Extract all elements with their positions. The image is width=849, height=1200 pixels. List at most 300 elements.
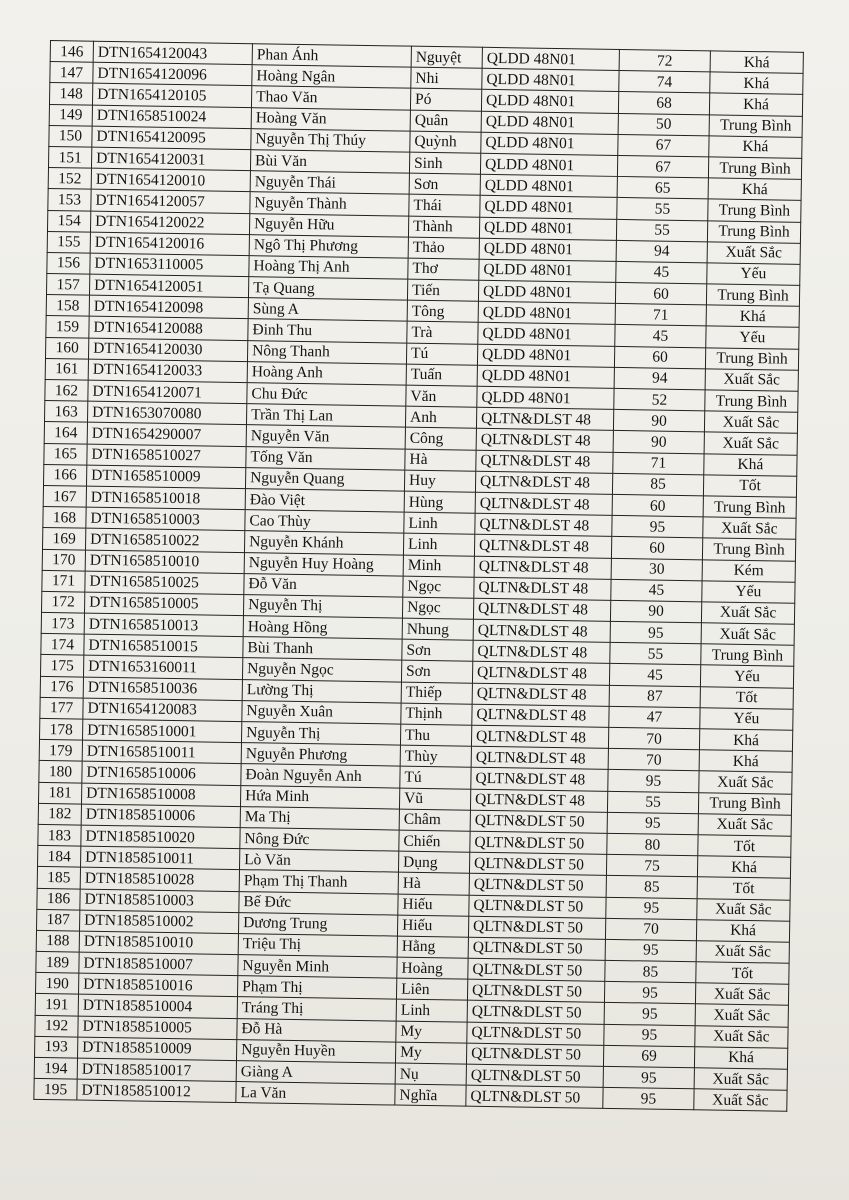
class-name-cell: QLTN&DLST 50 [466,1043,603,1066]
student-id-cell: DTN1654120071 [88,380,247,404]
row-number-cell: 169 [43,528,86,550]
class-name-cell: QLDD 48N01 [477,365,614,388]
classification-cell: Tốt [697,877,790,900]
last-middle-name-cell: Nông Thanh [247,340,406,364]
score-cell: 72 [619,49,710,72]
row-number-cell: 188 [36,930,79,952]
student-id-cell: DTN1658510001 [83,719,242,743]
class-name-cell: QLTN&DLST 50 [466,1064,603,1087]
score-cell: 45 [609,664,700,687]
score-cell: 95 [604,1003,695,1026]
classification-cell: Xuất Sắc [695,983,788,1006]
classification-cell: Xuất Sắc [697,898,790,921]
first-name-cell: Thành [408,216,479,238]
row-number-cell: 173 [41,612,84,634]
first-name-cell: Huy [404,470,475,492]
last-middle-name-cell: Đinh Thu [248,319,407,343]
score-cell: 67 [618,134,709,157]
student-id-cell: DTN1858510003 [80,889,239,913]
row-number-cell: 165 [44,443,87,465]
class-name-cell: QLTN&DLST 48 [476,450,613,473]
classification-cell: Trung Bình [703,496,796,519]
row-number-cell: 155 [47,231,90,253]
first-name-cell: Châm [399,809,470,831]
row-number-cell: 160 [46,337,89,359]
score-cell: 47 [609,706,700,729]
class-name-cell: QLDD 48N01 [480,174,617,197]
student-id-cell: DTN1858510005 [78,1016,237,1040]
first-name-cell: Hằng [397,936,468,958]
student-id-cell: DTN1654120096 [93,62,252,86]
last-middle-name-cell: Ma Thị [240,806,399,830]
student-id-cell: DTN1654120010 [91,168,250,192]
first-name-cell: Tuấn [406,364,477,386]
class-name-cell: QLDD 48N01 [481,132,618,155]
classification-cell: Yếu [706,326,799,349]
row-number-cell: 154 [47,210,90,232]
last-middle-name-cell: Thao Văn [251,86,410,110]
first-name-cell: Vũ [399,788,470,810]
score-cell: 71 [613,452,704,475]
class-name-cell: QLTN&DLST 50 [469,895,606,918]
row-number-cell: 174 [41,634,84,656]
first-name-cell: Trà [407,322,478,344]
student-id-cell: DTN1654120043 [93,41,252,65]
first-name-cell: Nguyệt [411,46,482,68]
row-number-cell: 166 [44,464,87,486]
last-middle-name-cell: Nguyễn Thái [250,171,409,195]
class-name-cell: QLDD 48N01 [479,238,616,261]
class-name-cell: QLTN&DLST 50 [468,937,605,960]
class-name-cell: QLDD 48N01 [478,280,615,303]
class-name-cell: QLTN&DLST 48 [473,619,610,642]
class-name-cell: QLTN&DLST 48 [475,471,612,494]
score-cell: 74 [619,71,710,94]
row-number-cell: 167 [43,485,86,507]
first-name-cell: Thảo [408,237,479,259]
row-number-cell: 147 [50,62,93,84]
class-name-cell: QLTN&DLST 48 [474,556,611,579]
class-name-cell: QLTN&DLST 48 [474,535,611,558]
last-middle-name-cell: Nguyễn Phương [241,743,400,767]
class-name-cell: QLTN&DLST 48 [475,513,612,536]
last-middle-name-cell: Hoàng Anh [247,361,406,385]
score-cell: 45 [616,261,707,284]
class-name-cell: QLTN&DLST 50 [470,831,607,854]
classification-cell: Xuất Sắc [703,517,796,540]
student-id-cell: DTN1858510011 [81,846,240,870]
row-number-cell: 195 [34,1079,77,1101]
score-cell: 55 [617,198,708,221]
classification-cell: Xuất Sắc [695,1025,788,1048]
last-middle-name-cell: Phạm Thị [237,976,396,1000]
row-number-cell: 177 [40,697,83,719]
row-number-cell: 152 [48,168,91,190]
row-number-cell: 170 [42,549,85,571]
classification-cell: Khá [709,136,802,159]
classification-cell: Trung Bình [707,220,800,243]
class-name-cell: QLDD 48N01 [479,259,616,282]
row-number-cell: 191 [35,994,78,1016]
score-cell: 55 [607,791,698,814]
classification-cell: Xuất Sắc [701,623,794,646]
last-middle-name-cell: Nguyễn Huy Hoàng [244,552,403,576]
class-name-cell: QLDD 48N01 [477,344,614,367]
classification-cell: Kém [702,559,795,582]
first-name-cell: Liên [396,978,467,1000]
score-cell: 95 [610,621,701,644]
class-name-cell: QLTN&DLST 50 [468,916,605,939]
last-middle-name-cell: Sùng A [248,298,407,322]
classification-cell: Trung Bình [702,538,795,561]
score-cell: 70 [605,918,696,941]
student-id-cell: DTN1658510006 [82,761,241,785]
last-middle-name-cell: Tống Văn [246,446,405,470]
row-number-cell: 172 [42,591,85,613]
class-name-cell: QLTN&DLST 48 [471,725,608,748]
first-name-cell: Tú [400,766,471,788]
student-id-cell: DTN1858510016 [79,973,238,997]
last-middle-name-cell: Nguyễn Xuân [242,700,401,724]
last-middle-name-cell: Giàng A [236,1061,395,1085]
classification-cell: Trung Bình [709,114,802,137]
first-name-cell: Quỳnh [410,131,481,153]
row-number-cell: 161 [45,358,88,380]
last-middle-name-cell: Bùi Văn [250,150,409,174]
row-number-cell: 149 [49,104,92,126]
classification-cell: Trung Bình [708,157,801,180]
first-name-cell: Hà [398,872,469,894]
classification-cell: Khá [699,750,792,773]
row-number-cell: 178 [40,718,83,740]
last-middle-name-cell: Lường Thị [242,679,401,703]
row-number-cell: 181 [39,782,82,804]
student-id-cell: DTN1858510028 [80,867,239,891]
score-cell: 60 [615,282,706,305]
classification-cell: Khá [710,72,803,95]
row-number-cell: 146 [50,41,93,63]
class-name-cell: QLDD 48N01 [481,111,618,134]
student-id-cell: DTN1654120016 [90,232,249,256]
first-name-cell: Tông [407,300,478,322]
row-number-cell: 163 [45,401,88,423]
first-name-cell: Anh [405,406,476,428]
class-name-cell: QLTN&DLST 50 [470,810,607,833]
first-name-cell: Linh [404,512,475,534]
student-id-cell: DTN1654120105 [92,84,251,108]
classification-cell: Khá [696,919,789,942]
first-name-cell: Linh [396,999,467,1021]
classification-cell: Xuất Sắc [701,602,794,625]
student-id-cell: DTN1658510025 [85,571,244,595]
score-cell: 55 [616,219,707,242]
classification-cell: Yếu [707,263,800,286]
classification-cell: Xuất Sắc [705,369,798,392]
student-id-cell: DTN1654290007 [87,423,246,447]
last-middle-name-cell: Nguyễn Thành [250,192,409,216]
last-middle-name-cell: Nguyễn Văn [246,425,405,449]
student-id-cell: DTN1653110005 [90,253,249,277]
score-cell: 70 [608,749,699,772]
row-number-cell: 156 [47,252,90,274]
student-id-cell: DTN1858510002 [80,910,239,934]
class-name-cell: QLTN&DLST 50 [467,1022,604,1045]
first-name-cell: Thái [409,194,480,216]
last-middle-name-cell: Lò Văn [239,849,398,873]
score-cell: 95 [603,1088,694,1111]
first-name-cell: Thịnh [401,703,472,725]
first-name-cell: Hiếu [398,894,469,916]
row-number-cell: 184 [38,846,81,868]
row-number-cell: 193 [35,1036,78,1058]
first-name-cell: Nhung [402,618,473,640]
row-number-cell: 164 [44,422,87,444]
student-id-cell: DTN1658510009 [86,465,245,489]
class-name-cell: QLTN&DLST 50 [469,852,606,875]
class-name-cell: QLTN&DLST 50 [466,1085,603,1108]
class-name-cell: QLDD 48N01 [478,302,615,325]
class-name-cell: QLTN&DLST 50 [467,979,604,1002]
score-cell: 95 [612,516,703,539]
row-number-cell: 157 [46,274,89,296]
classification-cell: Khá [697,856,790,879]
last-middle-name-cell: Tráng Thị [237,997,396,1021]
student-id-cell: DTN1658510011 [82,740,241,764]
class-name-cell: QLTN&DLST 48 [475,492,612,515]
student-id-cell: DTN1858510017 [77,1058,236,1082]
classification-cell: Xuất Sắc [698,814,791,837]
classification-cell: Khá [709,93,802,116]
first-name-cell: Hùng [404,491,475,513]
row-number-cell: 185 [37,867,80,889]
classification-cell: Khá [706,305,799,328]
score-cell: 80 [607,833,698,856]
row-number-cell: 190 [36,973,79,995]
last-middle-name-cell: Đỗ Hà [237,1018,396,1042]
student-id-cell: DTN1658510008 [82,783,241,807]
last-middle-name-cell: Bế Đức [239,891,398,915]
classification-cell: Yếu [700,708,793,731]
last-middle-name-cell: Nguyễn Hữu [249,213,408,237]
row-number-cell: 171 [42,570,85,592]
last-middle-name-cell: Cao Thùy [245,510,404,534]
first-name-cell: Chiến [399,830,470,852]
student-id-cell: DTN1654120057 [91,189,250,213]
classification-cell: Xuất Sắc [704,411,797,434]
score-cell: 94 [616,240,707,263]
first-name-cell: Sơn [402,639,473,661]
score-cell: 90 [610,600,701,623]
last-middle-name-cell: Đoàn Nguyễn Anh [241,764,400,788]
student-id-cell: DTN1654120022 [90,211,249,235]
last-middle-name-cell: Hứa Minh [240,785,399,809]
score-cell: 95 [607,812,698,835]
class-name-cell: QLDD 48N01 [482,47,619,70]
row-number-cell: 180 [39,761,82,783]
classification-cell: Xuất Sắc [695,1004,788,1027]
score-cell: 55 [610,643,701,666]
first-name-cell: Nhi [411,67,482,89]
classification-cell: Tốt [696,962,789,985]
student-id-cell: DTN1858510009 [78,1037,237,1061]
score-cell: 90 [613,431,704,454]
class-name-cell: QLTN&DLST 48 [473,598,610,621]
class-name-cell: QLTN&DLST 48 [471,746,608,769]
classification-cell: Xuất Sắc [694,1068,787,1091]
student-id-cell: DTN1654120095 [92,126,251,150]
class-name-cell: QLDD 48N01 [481,90,618,113]
class-name-cell: QLTN&DLST 50 [467,1001,604,1024]
last-middle-name-cell: Nguyễn Thị [241,722,400,746]
score-cell: 45 [611,579,702,602]
last-middle-name-cell: Hoàng Thị Anh [249,256,408,280]
score-cell: 45 [615,325,706,348]
student-id-cell: DTN1658510036 [83,677,242,701]
first-name-cell: Tiến [407,279,478,301]
score-cell: 67 [617,155,708,178]
student-id-cell: DTN1658510018 [86,486,245,510]
student-id-cell: DTN1858510012 [77,1079,236,1103]
classification-cell: Tốt [698,835,791,858]
first-name-cell: Sơn [401,661,472,683]
first-name-cell: Sơn [409,173,480,195]
student-id-cell: DTN1858510020 [81,825,240,849]
student-id-cell: DTN1858510004 [78,995,237,1019]
first-name-cell: Linh [403,533,474,555]
score-cell: 95 [605,939,696,962]
last-middle-name-cell: Nông Đức [240,828,399,852]
class-name-cell: QLTN&DLST 50 [469,874,606,897]
score-cell: 94 [614,367,705,390]
classification-cell: Xuất Sắc [707,242,800,265]
first-name-cell: Thơ [408,258,479,280]
first-name-cell: Văn [406,385,477,407]
last-middle-name-cell: Tạ Quang [248,277,407,301]
first-name-cell: My [396,1021,467,1043]
last-middle-name-cell: Hoàng Ngân [252,65,411,89]
score-cell: 75 [606,854,697,877]
classification-cell: Xuất Sắc [699,771,792,794]
classification-cell: Khá [704,453,797,476]
row-number-cell: 179 [39,740,82,762]
classification-cell: Yếu [702,580,795,603]
last-middle-name-cell: Đào Việt [245,489,404,513]
score-cell: 65 [617,177,708,200]
score-cell: 95 [608,770,699,793]
score-cell: 60 [611,537,702,560]
first-name-cell: Thu [400,724,471,746]
class-name-cell: QLTN&DLST 48 [472,683,609,706]
last-middle-name-cell: Đỗ Văn [244,573,403,597]
last-middle-name-cell: Trần Thị Lan [246,404,405,428]
score-cell: 30 [611,558,702,581]
first-name-cell: Minh [403,555,474,577]
classification-cell: Khá [699,729,792,752]
last-middle-name-cell: Nguyễn Huyền [236,1039,395,1063]
score-cell: 60 [612,494,703,517]
last-middle-name-cell: Nguyễn Khánh [244,531,403,555]
last-middle-name-cell: Nguyễn Thị [243,594,402,618]
classification-cell: Tốt [700,686,793,709]
student-id-cell: DTN1858510007 [79,952,238,976]
first-name-cell: Hoàng [397,957,468,979]
class-name-cell: QLDD 48N01 [482,68,619,91]
classification-cell: Khá [708,178,801,201]
student-id-cell: DTN1654120031 [91,147,250,171]
student-id-cell: DTN1653160011 [84,656,243,680]
row-number-cell: 182 [38,803,81,825]
last-middle-name-cell: Nguyễn Quang [245,467,404,491]
student-id-cell: DTN1658510027 [87,444,246,468]
last-middle-name-cell: Bùi Thanh [243,637,402,661]
score-cell: 87 [609,685,700,708]
score-cell: 71 [615,304,706,327]
row-number-cell: 194 [34,1057,77,1079]
class-name-cell: QLDD 48N01 [477,386,614,409]
class-name-cell: QLTN&DLST 48 [471,768,608,791]
score-cell: 68 [618,92,709,115]
student-id-cell: DTN1654120051 [89,274,248,298]
last-middle-name-cell: Hoàng Hồng [243,616,402,640]
student-id-cell: DTN1658510015 [84,634,243,658]
class-name-cell: QLTN&DLST 48 [472,704,609,727]
student-id-cell: DTN1654120088 [89,317,248,341]
table-body [34,41,804,1112]
last-middle-name-cell: Triệu Thị [238,933,397,957]
score-cell: 95 [604,982,695,1005]
classification-cell: Khá [710,51,803,74]
classification-cell: Trung Bình [701,644,794,667]
score-cell: 50 [618,113,709,136]
first-name-cell: Thùy [400,745,471,767]
last-middle-name-cell: La Văn [236,1082,395,1106]
classification-cell: Tốt [703,475,796,498]
row-number-cell: 186 [37,888,80,910]
student-id-cell: DTN1658510022 [85,528,244,552]
first-name-cell: Công [405,428,476,450]
score-cell: 95 [604,1024,695,1047]
score-cell: 90 [613,410,704,433]
student-id-cell: DTN1658510010 [85,550,244,574]
student-id-cell: DTN1658510003 [86,507,245,531]
student-id-cell: DTN1658510024 [92,105,251,129]
row-number-cell: 176 [40,676,83,698]
last-middle-name-cell: Dương Trung [238,912,397,936]
student-id-cell: DTN1858510006 [81,804,240,828]
last-middle-name-cell: Ngô Thị Phương [249,234,408,258]
score-cell: 69 [603,1045,694,1068]
student-id-cell: DTN1653070080 [87,401,246,425]
row-number-cell: 192 [35,1015,78,1037]
first-name-cell: Quân [410,110,481,132]
class-name-cell: QLDD 48N01 [480,196,617,219]
score-cell: 95 [606,897,697,920]
row-number-cell: 158 [46,295,89,317]
last-middle-name-cell: Nguyễn Thị Thúy [251,128,410,152]
row-number-cell: 189 [36,951,79,973]
score-cell: 70 [608,727,699,750]
score-cell: 60 [614,346,705,369]
class-name-cell: QLDD 48N01 [478,323,615,346]
class-name-cell: QLDD 48N01 [479,217,616,240]
class-name-cell: QLTN&DLST 48 [473,640,610,663]
student-id-cell: DTN1654120083 [83,698,242,722]
row-number-cell: 151 [48,146,91,168]
classification-cell: Xuất Sắc [696,941,789,964]
first-name-cell: Thiếp [401,682,472,704]
row-number-cell: 162 [45,379,88,401]
student-id-cell: DTN1658510013 [84,613,243,637]
